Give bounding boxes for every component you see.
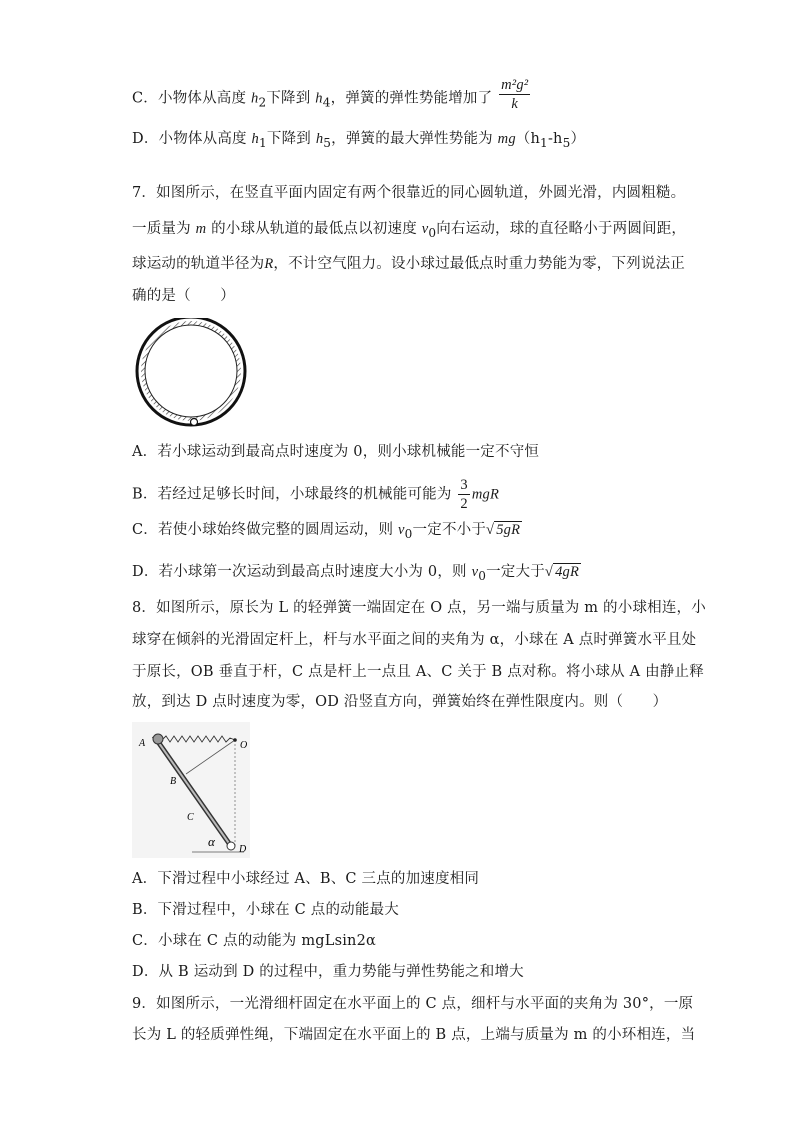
- label-a: A: [139, 738, 146, 749]
- q8-line-2: 球穿在倾斜的光滑固定杆上，杆与水平面之间的夹角为 α，小球在 A 点时弹簧水平且处: [132, 632, 697, 648]
- q9-line-2: 长为 L 的轻质弹性绳，下端固定在水平面上的 B 点，上端与质量为 m 的小环相连，当: [132, 1027, 696, 1043]
- q8-line-1: 8．如图所示，原长为 L 的轻弹簧一端固定在 O 点，另一端与质量为 m 的小球相连，小: [132, 600, 706, 616]
- option-b-q7: B．若经过足够长时间，小球最终的机械能可能为 $\frac{3}{2}$ mgR: [132, 477, 500, 512]
- label-alpha: α: [208, 834, 215, 849]
- ball-at-a: [153, 734, 163, 744]
- q7-line-3: 球运动的轨道半径为R，不计空气阻力。设小球过最低点时重力势能为零，下列说法正: [132, 256, 685, 272]
- option-c-q6: C．小物体从高度 $h_2$下降到 $h_4$，弹簧的弹性势能增加了 $\frac{\text{m²g²}}{k}$: [132, 77, 529, 112]
- q9-line-1: 9．如图所示，一光滑细杆固定在水平面上的 C 点，细杆与水平面的夹角为 30°，一原: [132, 996, 694, 1012]
- label-o: O: [240, 740, 248, 751]
- option-a-q7: A．若小球运动到最高点时速度为 0，则小球机械能一定不守恒: [132, 444, 540, 460]
- q7-line-2: 一质量为 m 的小球从轨道的最低点以初速度 $v_0$向右运动，球的直径略小于两圆间距，: [132, 221, 687, 240]
- option-a-q8: A．下滑过程中小球经过 A、B、C 三点的加速度相同: [132, 871, 480, 887]
- option-c-q7: C．若使小球始终做完整的圆周运动，则 $v_0$一定不小于√ 5gR: [132, 522, 521, 541]
- ball-at-d: [227, 842, 235, 850]
- q8-figure-spring-rod: [132, 722, 250, 858]
- label-d: D: [239, 844, 247, 855]
- sqrt-4gR: √ 4gR: [544, 564, 580, 580]
- label-c: C: [187, 812, 194, 823]
- q7-line-1: 7．如图所示，在竖直平面内固定有两个很靠近的同心圆轨道，外圆光滑，内圆粗糙。: [132, 185, 686, 201]
- inner-circle-hatched: [143, 323, 239, 419]
- q8-line-3: 于原长，OB 垂直于杆，C 点是杆上一点且 A、C 关于 B 点对称。将小球从 A 由静止释: [132, 664, 704, 680]
- option-d-q6: D．小物体从高度 $h_1$下降到 $h_5$，弹簧的最大弹性势能为 $mg(h_1-h_5)$: [132, 131, 586, 150]
- option-d-q7: D．若小球第一次运动到最高点时速度大小为 0，则 $v_0$一定大于√ 4gR: [132, 564, 580, 583]
- q7-line-4: 确的是（ ）: [132, 288, 235, 304]
- option-b-q8: B．下滑过程中，小球在 C 点的动能最大: [132, 902, 399, 918]
- q7-figure-concentric-circles: [132, 318, 252, 430]
- q8-line-4: 放，到达 D 点时速度为零，OD 沿竖直方向，弹簧始终在弹性限度内。则（ ）: [132, 694, 668, 710]
- outer-circle: [137, 318, 245, 425]
- fraction-3-2: $\frac{3}{2}$: [460, 477, 468, 512]
- fraction-m2g2-k: $\frac{\text{m²g²}}{k}$: [501, 77, 529, 112]
- sqrt-5gR: √ 5gR: [486, 522, 521, 538]
- label-b: B: [170, 776, 177, 787]
- option-d-q8: D．从 B 运动到 D 的过程中，重力势能与弹性势能之和增大: [132, 964, 524, 980]
- option-c-q8: C．小球在 C 点的动能为 mgLsin2α: [132, 933, 377, 949]
- small-ball: [191, 419, 198, 426]
